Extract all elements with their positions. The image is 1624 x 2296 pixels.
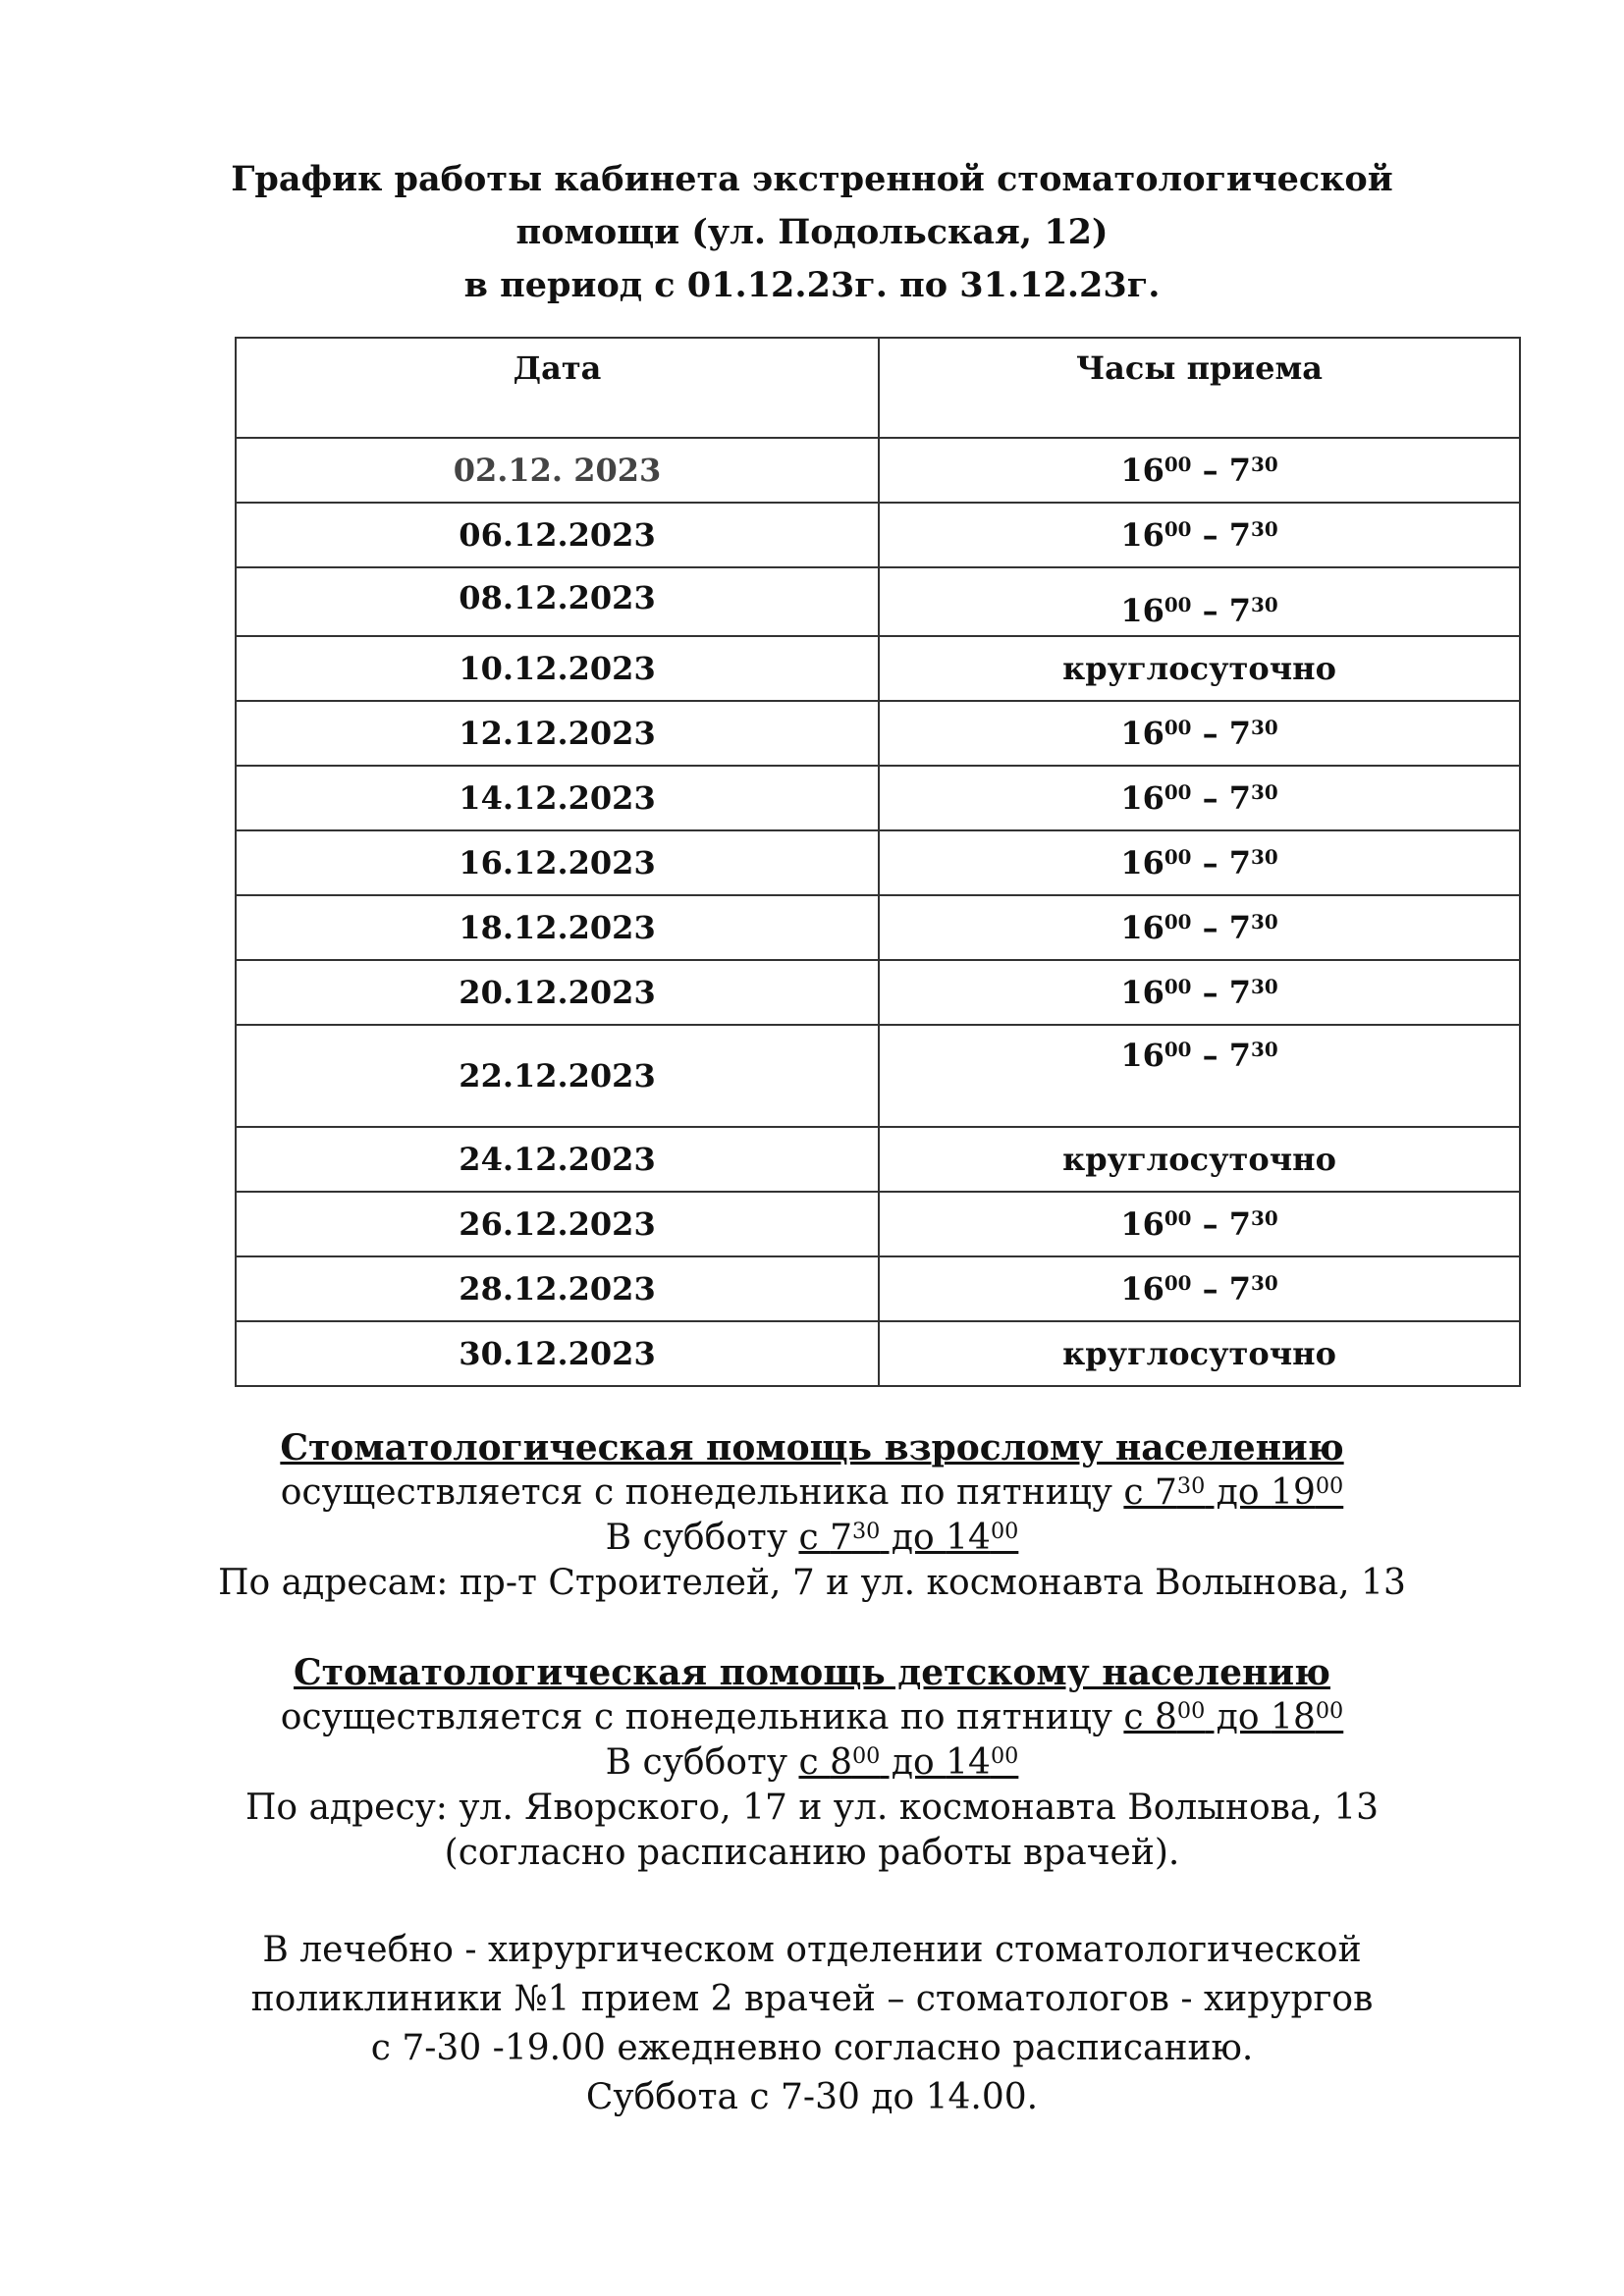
hours-from: 16 [1120,516,1164,554]
date-value: 24.12.2023 [459,1141,656,1178]
adults-section [0,1425,1624,1606]
adults-saturday [0,1516,1624,1561]
table-row [236,1025,1520,1127]
children-saturday-to-label: до [880,1742,947,1783]
hours-to-min: 30 [1251,1206,1278,1231]
hours-dash: – [1191,909,1229,946]
hours-from-min: 00 [1164,1271,1192,1296]
children-weekdays-from-m: 00 [1176,1697,1206,1724]
table-row [236,701,1520,766]
hours-from: 16 [1120,974,1164,1011]
adults-weekdays-time [1123,1472,1343,1513]
hours-cell [879,636,1520,701]
title-line-1: График работы кабинета экстренной стоматологической [231,159,1393,199]
hours-from: 16 [1120,1205,1164,1243]
adults-weekdays-prefix: осуществляется с понедельника по пятницу [280,1472,1124,1513]
adults-weekdays-from-m: 30 [1176,1472,1206,1499]
header-date: Дата [513,349,602,387]
adults-saturday-from-label: с [798,1518,831,1558]
table-row [236,766,1520,830]
hours-value: круглосуточно [1062,1335,1336,1372]
hours-to-min: 30 [1251,910,1278,934]
children-saturday-from-h: 8 [830,1742,852,1783]
hours-from-min: 00 [1164,453,1192,477]
date-value: 28.12.2023 [459,1270,656,1308]
date-cell [236,701,879,766]
hours-to-min: 30 [1251,517,1278,542]
children-address: По адресу: ул. Яворского, 17 и ул. космонавта Волынова, 13 [244,1788,1380,1828]
hours-cell [879,1321,1520,1386]
hours-dash: – [1191,452,1229,489]
date-cell [236,567,879,636]
children-saturday-to-m: 00 [990,1742,1019,1769]
hours-value [1120,1205,1277,1243]
hours-from-min: 00 [1164,593,1192,617]
surgery-line-1: В лечебно - хирургическом отделении стоматологической [262,1930,1362,1970]
children-heading: Стоматологическая помощь детскому населению [294,1652,1330,1693]
hours-to: 7 [1228,974,1252,1011]
children-weekdays-from-h: 8 [1155,1697,1177,1737]
date-cell [236,636,879,701]
hours-from: 16 [1120,844,1164,881]
children-weekdays-to-h: 18 [1271,1697,1316,1737]
hours-to-min: 30 [1251,1038,1278,1062]
date-value: 08.12.2023 [459,579,656,616]
hours-value [1120,974,1277,1011]
hours-to-min: 30 [1251,716,1278,740]
hours-from-min: 00 [1164,910,1192,934]
hours-cell [879,567,1520,636]
hours-dash: – [1191,592,1229,629]
adults-address: По адресам: пр-т Строителей, 7 и ул. космонавта Волынова, 13 [218,1563,1406,1603]
surgery-line-4: Суббота с 7-30 до 14.00. [585,2077,1039,2117]
date-value: 26.12.2023 [459,1205,656,1243]
date-value: 18.12.2023 [459,909,656,946]
adults-weekdays-from-label: с [1123,1472,1155,1513]
hours-cell [879,1025,1520,1127]
document-title [0,153,1624,312]
date-value: 22.12.2023 [459,1057,656,1095]
hours-from-min: 00 [1164,1038,1192,1062]
children-weekdays-to-m: 00 [1315,1697,1344,1724]
hours-from-min: 00 [1164,1206,1192,1231]
hours-cell [879,503,1520,567]
hours-from-min: 00 [1164,845,1192,870]
hours-value [1120,516,1277,554]
hours-dash: – [1191,1037,1229,1074]
date-cell [236,960,879,1025]
hours-cell [879,1256,1520,1321]
table-row [236,636,1520,701]
hours-to-min: 30 [1251,593,1278,617]
children-weekdays [0,1695,1624,1740]
adults-saturday-to-label: до [880,1518,947,1558]
date-value: 06.12.2023 [459,516,656,554]
hours-from: 16 [1120,715,1164,752]
date-cell [236,1321,879,1386]
children-saturday [0,1740,1624,1786]
children-weekdays-time [1123,1697,1343,1737]
children-note: (согласно расписанию работы врачей). [444,1833,1180,1873]
table-row [236,438,1520,503]
table-row [236,567,1520,636]
children-saturday-prefix: В субботу [605,1742,799,1783]
hours-value [1120,452,1277,489]
title-line-3: в период с 01.12.23г. по 31.12.23г. [463,265,1161,305]
adults-saturday-from-h: 7 [830,1518,852,1558]
adults-weekdays-to-label: до [1205,1472,1272,1513]
children-saturday-from-m: 00 [851,1742,881,1769]
hours-dash: – [1191,974,1229,1011]
hours-cell [879,960,1520,1025]
children-saturday-to-h: 14 [946,1742,991,1783]
hours-value [1120,715,1277,752]
hours-value [1120,844,1277,881]
hours-to: 7 [1228,1037,1252,1074]
hours-to: 7 [1228,779,1252,817]
hours-from-min: 00 [1164,975,1192,999]
hours-cell [879,1127,1520,1192]
hours-to: 7 [1228,909,1252,946]
adults-weekdays [0,1470,1624,1516]
hours-dash: – [1191,516,1229,554]
hours-to: 7 [1228,844,1252,881]
hours-dash: – [1191,1270,1229,1308]
hours-cell [879,438,1520,503]
children-weekdays-to-label: до [1205,1697,1272,1737]
table-row [236,1192,1520,1256]
children-saturday-time [798,1742,1018,1783]
adults-saturday-time [798,1518,1018,1558]
adults-heading: Стоматологическая помощь взрослому населению [280,1427,1344,1468]
hours-from-min: 00 [1164,517,1192,542]
header-date-cell [236,338,879,438]
hours-from: 16 [1120,592,1164,629]
table-row [236,1321,1520,1386]
hours-to-min: 30 [1251,453,1278,477]
hours-to: 7 [1228,715,1252,752]
date-cell [236,438,879,503]
hours-from-min: 00 [1164,716,1192,740]
date-cell [236,1127,879,1192]
hours-cell [879,701,1520,766]
schedule-table [235,337,1521,1387]
date-cell [236,1256,879,1321]
table-header-row [236,338,1520,438]
hours-from: 16 [1120,1270,1164,1308]
adults-saturday-from-m: 30 [851,1518,881,1544]
hours-value [880,1026,1519,1075]
date-cell [236,895,879,960]
hours-cell [879,766,1520,830]
hours-dash: – [1191,779,1229,817]
hours-to: 7 [1228,1270,1252,1308]
hours-from-min: 00 [1164,780,1192,805]
hours-cell [879,830,1520,895]
date-cell [236,503,879,567]
date-cell [236,1192,879,1256]
header-hours: Часы приема [1075,349,1324,387]
hours-to: 7 [1228,1205,1252,1243]
hours-from: 16 [1120,909,1164,946]
date-value: 16.12.2023 [459,844,656,881]
hours-value: круглосуточно [1062,1141,1336,1178]
table-row [236,895,1520,960]
date-cell [236,766,879,830]
hours-to-min: 30 [1251,1271,1278,1296]
hours-dash: – [1191,715,1229,752]
adults-saturday-to-h: 14 [946,1518,991,1558]
date-cell [236,1025,879,1127]
table-row [236,503,1520,567]
hours-to: 7 [1228,592,1252,629]
adults-weekdays-to-m: 00 [1315,1472,1344,1499]
hours-value [1120,909,1277,946]
hours-dash: – [1191,1205,1229,1243]
hours-value [1120,779,1277,817]
hours-value [1120,1270,1277,1308]
children-section [0,1650,1624,1876]
adults-weekdays-to-h: 19 [1271,1472,1316,1513]
hours-to-min: 30 [1251,975,1278,999]
hours-to: 7 [1228,516,1252,554]
hours-to-min: 30 [1251,780,1278,805]
date-value: 12.12.2023 [459,715,656,752]
table-row [236,1127,1520,1192]
children-weekdays-prefix: осуществляется с понедельника по пятницу [280,1697,1124,1737]
children-weekdays-from-label: с [1123,1697,1155,1737]
hours-to-min: 30 [1251,845,1278,870]
adults-saturday-to-m: 00 [990,1518,1019,1544]
children-saturday-from-label: с [798,1742,831,1783]
surgery-section [0,1926,1624,2122]
date-value: 14.12.2023 [459,779,656,817]
hours-dash: – [1191,844,1229,881]
hours-from: 16 [1120,1037,1164,1074]
adults-saturday-prefix: В субботу [605,1518,799,1558]
table-row [236,830,1520,895]
title-line-2: помощи (ул. Подольская, 12) [515,212,1109,252]
table-row [236,1256,1520,1321]
table-row [236,960,1520,1025]
hours-value [880,592,1519,635]
hours-cell [879,1192,1520,1256]
date-value: 20.12.2023 [459,974,656,1011]
header-hours-cell [879,338,1520,438]
date-value: 30.12.2023 [459,1335,656,1372]
surgery-line-3: с 7-30 -19.00 ежедневно согласно расписанию. [370,2028,1254,2068]
hours-from: 16 [1120,452,1164,489]
hours-cell [879,895,1520,960]
hours-to: 7 [1228,452,1252,489]
adults-weekdays-from-h: 7 [1155,1472,1177,1513]
date-cell [236,830,879,895]
surgery-line-2: поликлиники №1 прием 2 врачей – стоматологов - хирургов [250,1979,1374,2019]
hours-value: круглосуточно [1062,650,1336,687]
date-value: 02.12. 2023 [453,452,662,489]
date-value: 10.12.2023 [459,650,656,687]
hours-from: 16 [1120,779,1164,817]
